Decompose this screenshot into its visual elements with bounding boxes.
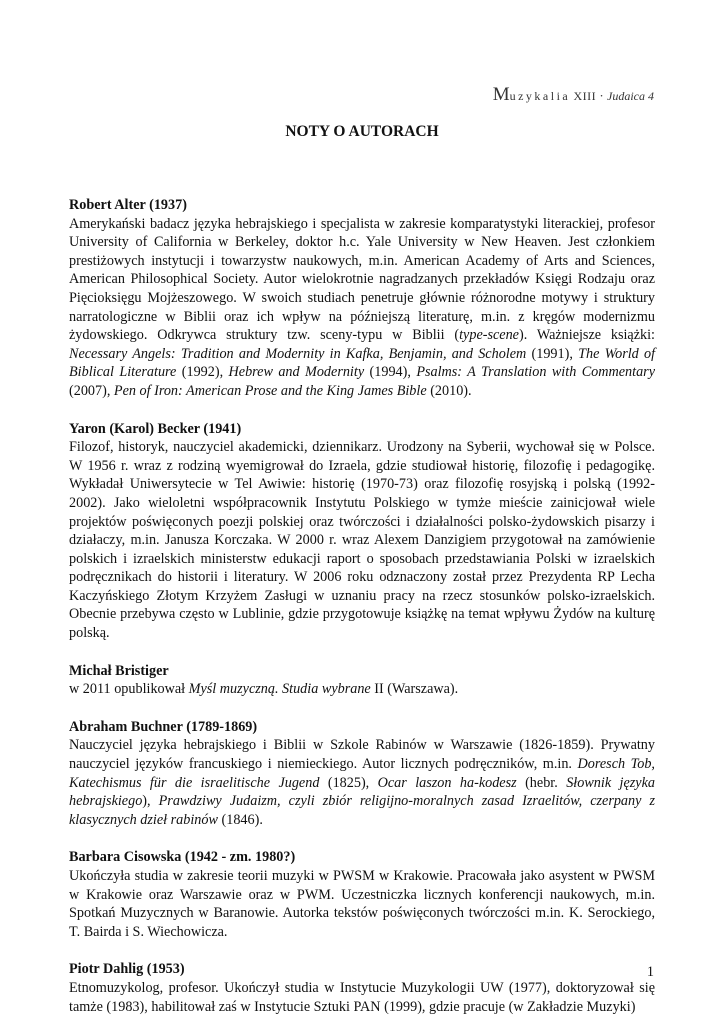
italic-title: Psalms: A Translation with Commentary — [416, 364, 655, 381]
bio-text: ). Ważniejsze książki: — [518, 327, 655, 344]
italic-title: Prawdziwy Judaizm, czyli zbiór religijno-moralnych zasad Izraelitów, czerpany z klasycznych dzieł rabinów — [69, 793, 655, 828]
author-notes — [69, 196, 655, 1035]
bio-text: (1825), — [319, 774, 378, 791]
bio-text: (2007), — [69, 382, 114, 399]
italic-title: Doresch Tob, Katechismus für die israelitische Jugend — [69, 756, 655, 791]
journal-subtitle: Judaica 4 — [607, 89, 654, 103]
bio-text: II (Warszawa). — [370, 681, 459, 698]
author-entry — [69, 420, 655, 643]
page-number: 1 — [646, 964, 654, 980]
italic-title: Myśl muzyczną. Studia wybrane — [188, 681, 371, 698]
italic-title: Ocar laszon ha-kodesz — [377, 774, 517, 791]
author-name: Barbara Cisowska (1942 - zm. 1980?) — [69, 849, 296, 866]
bio-text: (1991), — [526, 345, 579, 362]
bio-text: (2010). — [426, 382, 472, 399]
italic-title: The World of Biblical Literature — [69, 345, 656, 381]
bio-text: (1846). — [217, 811, 263, 828]
italic-title: Pen of Iron: American Prose and the King James Bible — [113, 382, 427, 399]
journal-name: uzykalia — [509, 89, 571, 103]
italic-title: type-scene — [459, 327, 519, 344]
bio-text: (1992), — [176, 364, 229, 381]
bio-text: Amerykański badacz języka hebrajskiego i specjalista w zakresie komparatystyki literackiej, profesor University of California w Berkeley, doktor h.c. Yale University w New Heaven. Jest członkiem prestiżowych instytucji i towarzystw naukowych, m.in. American Academy of Arts and Sciences, American Philosophical Society. Autor wielokrotnie nagradzanych przekładów Księgi Rodzaju oraz Pięcioksięgu Mojżeszowego. W swoich studiach penetruje głównie różnorodne motywy i struktury narratologiczne w Biblii oraz ich wpływ na późniejszą literaturę, m.in. z kręgów modernizmu żydowskiego. Odkrywca struktury tzw. sceny-typu w Biblii ( — [69, 215, 655, 344]
bio-text: Filozof, historyk, nauczyciel akademicki, dziennikarz. Urodzony na Syberii, wychował się w Polsce. W 1956 r. wraz z rodziną wyemigrował do Izraela, gdzie studiował historię, filozofię i pedagogikę. Wykładał Uniwersytecie w Tel Awiwie: historię (1970-73) oraz filozofię rosyjską i polską (1992-2002). Jako wieloletni współpracownik Instytutu Polskiego w tymże mieście zainicjował wiele projektów poświęconych poezji polskiej oraz twórczości i działalności polsko-żydowskich pisarzy i działaczy, m.in. Janusza Korczaka. W 2000 r. wraz Alexem Danzigiem przygotował na zamówienie polskich i izraelskich ministerstw edukacji raport o sposobach przedstawiania Polski w izraelskich podręcznikach do historii i literatury. W 2006 roku odznaczony został przez Prezydenta RP Lecha Kaczyńskiego Złotym Krzyżem Zasługi w uznaniu pracy na rzecz stosunków polsko-izraelskich. Obecnie przebywa często w Lublinie, gdzie przygotowuje książkę na temat wpływu Żydów na kulturę polską. — [69, 439, 655, 642]
author-name: Michał Bristiger — [69, 662, 169, 679]
bio-text: Etnomuzykolog, profesor. Ukończył studia w Instytucie Muzykologii UW (1977), doktoryzował się tamże (1983), habilitował zaś w Instytucie Sztuki PAN (1999), gdzie pracuje (w Zakładzie Muzyki) — [69, 979, 655, 1015]
page-title: NOTY O AUTORACH — [285, 123, 439, 140]
bio-text: Nauczyciel języka hebrajskiego i Biblii w Szkole Rabinów w Warszawie (1826-1859). Prywatny nauczyciel języków francuskiego i niemieckiego. Autor licznych podręczników, m.in. — [69, 737, 655, 773]
italic-title: Słownik języka hebrajskiego — [69, 774, 655, 810]
author-entry — [69, 196, 655, 401]
journal-initial: M — [492, 84, 510, 105]
author-bio — [69, 438, 655, 643]
author-bio — [69, 680, 655, 699]
author-bio — [69, 215, 655, 401]
bio-text: (hebr. — [516, 774, 567, 791]
author-bio — [69, 736, 655, 829]
italic-title: Necessary Angels: Tradition and Modernity in Kafka, Benjamin, and Scholem — [69, 345, 527, 362]
author-bio — [69, 979, 655, 1016]
bio-text: w 2011 opublikował — [69, 681, 189, 698]
author-entry — [69, 848, 655, 941]
author-name: Robert Alter (1937) — [69, 197, 187, 213]
bio-text: ), — [142, 793, 159, 810]
italic-title: Hebrew and Modernity — [228, 364, 365, 381]
running-header — [493, 84, 654, 106]
author-entry — [69, 960, 655, 1016]
author-name: Yaron (Karol) Becker (1941) — [69, 420, 242, 437]
author-bio — [69, 867, 655, 941]
author-entry — [69, 718, 655, 830]
volume-number: XIII — [573, 89, 597, 103]
author-name: Piotr Dahlig (1953) — [69, 961, 185, 978]
bio-text: Ukończyła studia w zakresie teorii muzyki w PWSM w Krakowie. Pracowała jako asystent w PWSM w Krakowie oraz Warszawie oraz w PWM. Uczestniczka licznych konferencji naukowych, m.in. Spotkań Muzycznych w Baranowie. Autorka tekstów poświęconych twórczości m.in. K. Serockiego, T. Bairda i S. Wiechowicza. — [69, 868, 655, 940]
author-name: Abraham Buchner (1789-1869) — [69, 718, 258, 735]
bio-text: (1994), — [364, 364, 417, 381]
header-separator: · — [599, 88, 604, 103]
author-entry — [69, 662, 655, 699]
